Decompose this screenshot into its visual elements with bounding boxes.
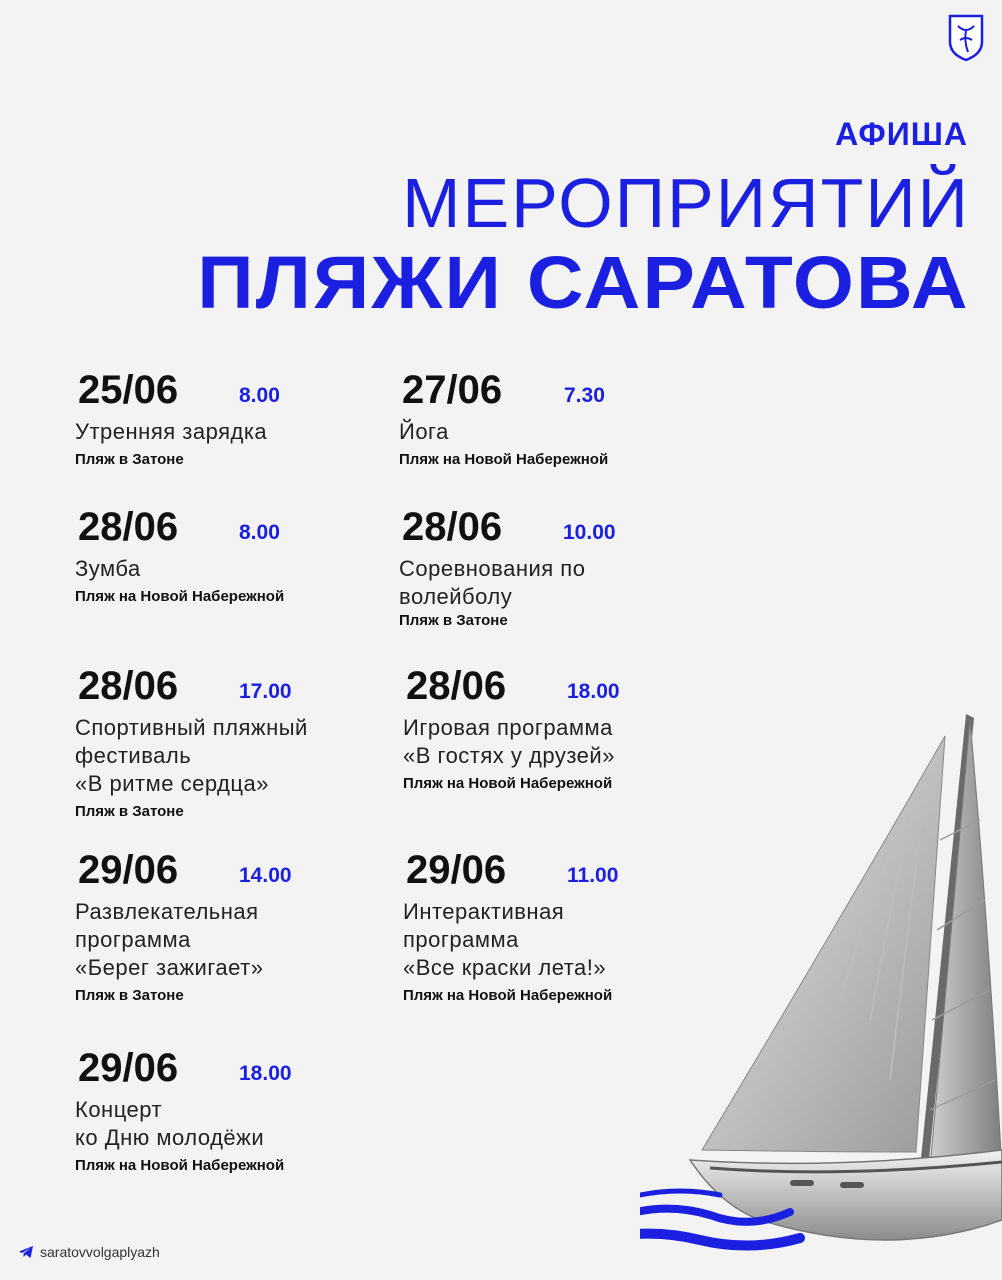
event-time: 11.00 (567, 864, 619, 887)
header-title-events: МЕРОПРИЯТИЙ (402, 164, 970, 242)
event-place: Пляж на Новой Набережной (403, 775, 613, 792)
event-card (75, 664, 378, 822)
event-place: Пляж на Новой Набережной (403, 987, 613, 1004)
event-date: 27/06 (402, 368, 503, 412)
event-card (75, 848, 378, 1006)
event-title: Соревнования по волейболу (399, 556, 586, 609)
event-title: Интерактивная программа «Все краски лета!» (403, 899, 607, 980)
event-place: Пляж в Затоне (75, 803, 184, 820)
footer-social[interactable] (18, 1244, 160, 1260)
saratov-emblem-icon (946, 12, 986, 62)
event-place: Пляж на Новой Набережной (399, 451, 609, 468)
event-time: 10.00 (563, 521, 616, 544)
event-date: 29/06 (78, 1046, 179, 1090)
event-date: 29/06 (406, 848, 507, 892)
event-date: 28/06 (402, 505, 503, 549)
event-title: Йога (399, 419, 449, 444)
event-date: 28/06 (406, 664, 507, 708)
event-place: Пляж на Новой Набережной (75, 1157, 285, 1174)
event-title: Утренняя зарядка (75, 419, 268, 444)
event-place: Пляж в Затоне (75, 451, 184, 468)
event-time: 8.00 (239, 384, 280, 407)
event-time: 7.30 (564, 384, 605, 407)
event-time: 17.00 (239, 680, 292, 703)
event-time: 14.00 (239, 864, 292, 887)
event-date: 29/06 (78, 848, 179, 892)
event-card (75, 505, 378, 607)
event-time: 18.00 (567, 680, 620, 703)
header-title-beaches: ПЛЯЖИ САРАТОВА (197, 241, 970, 324)
event-title: Спортивный пляжный фестиваль «В ритме сердца» (75, 715, 308, 796)
event-time: 8.00 (239, 521, 280, 544)
event-date: 25/06 (78, 368, 179, 412)
event-place: Пляж в Затоне (399, 612, 508, 629)
event-card (399, 505, 702, 631)
event-card (75, 1046, 378, 1176)
event-card (75, 368, 378, 470)
footer-handle[interactable]: saratovvolgaplyazh (40, 1244, 160, 1260)
event-card (399, 368, 702, 470)
event-date: 28/06 (78, 664, 179, 708)
event-title: Развлекательная программа «Берег зажигает» (75, 899, 264, 980)
telegram-icon (18, 1245, 34, 1259)
event-date: 28/06 (78, 505, 179, 549)
sailboat-illustration (640, 700, 1002, 1260)
event-title: Зумба (75, 556, 141, 581)
event-place: Пляж в Затоне (75, 987, 184, 1004)
event-place: Пляж на Новой Набережной (75, 588, 285, 605)
event-title: Игровая программа «В гостях у друзей» (403, 715, 615, 768)
event-time: 18.00 (239, 1062, 292, 1085)
event-title: Концерт ко Дню молодёжи (75, 1097, 265, 1150)
header-title-afisha: АФИША (835, 116, 968, 152)
